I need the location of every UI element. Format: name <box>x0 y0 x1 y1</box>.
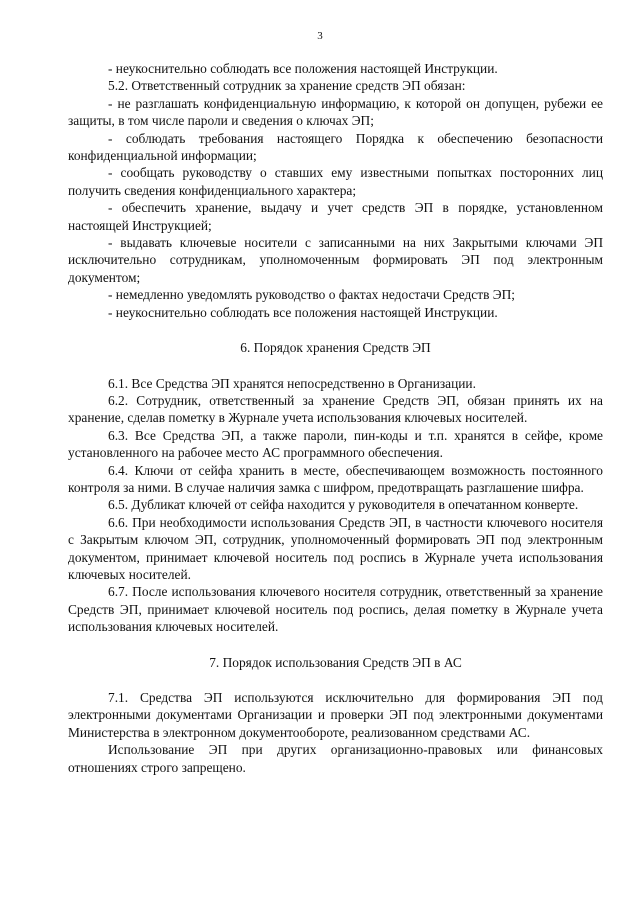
clause-6-5: 6.5. Дубликат ключей от сейфа находится у руководителя в опечатанном конверте. <box>108 497 579 513</box>
list-item: - неукоснительно соблюдать все положения настоящей Инструкции. <box>108 304 498 320</box>
clause-6-3: 6.3. Все Средства ЭП, а также пароли, пин-коды и т.п. хранятся в сейфе, кроме установленного на рабочее место АС программного обеспечения. <box>68 427 603 461</box>
clause-6-2: 6.2. Сотрудник, ответственный за хранение Средств ЭП, обязан принять их на хранение, сделав пометку в Журнале учета использования ключевых носителей. <box>68 392 603 426</box>
section-7-heading: 7. Порядок использования Средств ЭП в АС <box>209 654 462 670</box>
clause-7-1: 7.1. Средства ЭП используются исключительно для формирования ЭП под электронными документами Организации и проверки ЭП под электронными документами Министерства в электронном документообороте, реализованном средствами АС. <box>68 690 603 740</box>
list-item: - выдавать ключевые носители с записанными на них Закрытыми ключами ЭП исключительно сотрудникам, уполномоченным формировать ЭП под электронным документом; <box>68 235 603 285</box>
document-body <box>68 60 603 776</box>
list-item: - обеспечить хранение, выдачу и учет средств ЭП в порядке, установленном настоящей Инструкцией; <box>68 200 603 233</box>
section-6-body <box>68 375 603 636</box>
list-item: - неукоснительно соблюдать все положения настоящей Инструкции. <box>108 61 498 76</box>
section-6-heading: 6. Порядок хранения Средств ЭП <box>240 340 431 356</box>
list-item: - не разглашать конфиденциальную информацию, к которой он допущен, рубежи ее защиты, в том числе пароли и сведения о ключах ЭП; <box>68 95 603 129</box>
clause-6-6: 6.6. При необходимости использования Средств ЭП, в частности ключевого носителя с Закрытым ключом ЭП, сотрудник, уполномоченный формировать ЭП под электронным документом, принимает ключевой носитель под роспись в Журнале учета использования ключевых носителей. <box>68 514 603 582</box>
page-number: 3 <box>317 30 323 42</box>
clause-6-1: 6.1. Все Средства ЭП хранятся непосредственно в Организации. <box>108 375 476 391</box>
section-7-body <box>68 689 603 776</box>
duties-list <box>68 60 603 321</box>
clause-6-4: 6.4. Ключи от сейфа хранить в месте, обеспечивающем возможность постоянного контроля за ними. В случае наличия замка с шифром, предотвращать разглашение шифра. <box>68 462 603 495</box>
list-item: - соблюдать требования настоящего Порядка к обеспечению безопасности конфиденциальной информации; <box>68 130 603 164</box>
list-item: - сообщать руководству о ставших ему известными попытках посторонних лиц получить сведения конфиденциального характера; <box>68 165 603 198</box>
clause-6-7: 6.7. После использования ключевого носителя сотрудник, ответственный за хранение Средств ЭП, принимает ключевой носитель под роспись, делая пометку в Журнале учета использования ключевых носителей. <box>68 584 603 635</box>
clause-5-2: 5.2. Ответственный сотрудник за хранение средств ЭП обязан: <box>108 78 466 94</box>
list-item: - немедленно уведомлять руководство о фактах недостачи Средств ЭП; <box>108 287 515 303</box>
paragraph: Использование ЭП при других организационно-правовых или финансовых отношениях строго запрещено. <box>68 742 603 775</box>
